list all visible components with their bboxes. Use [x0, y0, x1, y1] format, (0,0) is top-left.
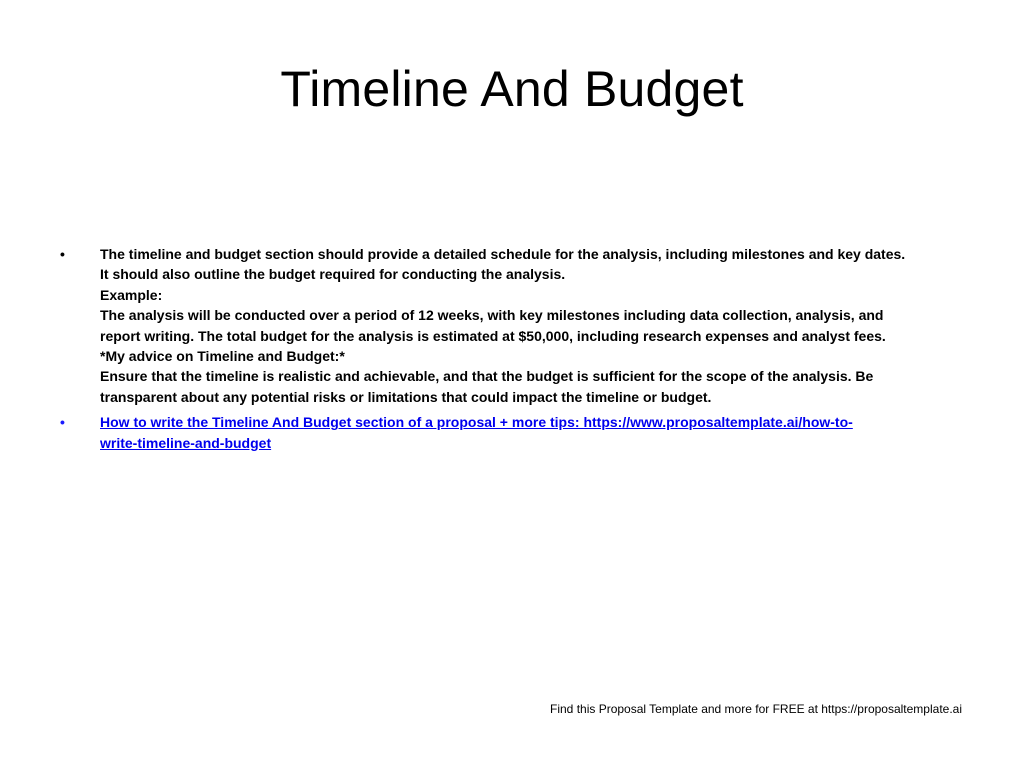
bullet-item-link — [54, 412, 964, 453]
slide-title: Timeline And Budget — [280, 61, 744, 117]
link-text-line[interactable]: How to write the Timeline And Budget section of a proposal + more tips: https://www.proposaltemplate.ai/how-to- — [100, 414, 853, 431]
bullet-list — [54, 244, 964, 458]
bullet-marker: • — [60, 414, 65, 431]
bullet-text-line: It should also outline the budget required for conducting the analysis. — [100, 266, 566, 283]
bullet-item-description — [54, 244, 964, 407]
footer-note: Find this Proposal Template and more for FREE at https://proposaltemplate.ai — [550, 702, 962, 716]
bullet-marker: • — [60, 246, 65, 262]
proposal-tips-link[interactable] — [100, 412, 964, 450]
bullet-text-line: transparent about any potential risks or limitations that could impact the timeline or budget. — [100, 388, 712, 405]
example-heading: Example: — [100, 286, 163, 303]
bullet-text-line: Ensure that the timeline is realistic and achievable, and that the budget is sufficient for the scope of the analysis. Be — [100, 368, 874, 385]
bullet-text-line: The timeline and budget section should provide a detailed schedule for the analysis, including milestones and key dates. — [100, 246, 906, 262]
advice-heading: *My advice on Timeline and Budget:* — [100, 348, 345, 365]
bullet-text-line: report writing. The total budget for the analysis is estimated at $50,000, including research expenses and analyst fees. — [100, 327, 886, 344]
link-text-line[interactable]: write-timeline-and-budget — [100, 434, 272, 451]
bullet-text-line: The analysis will be conducted over a period of 12 weeks, with key milestones including data collection, analysis, and — [100, 307, 884, 324]
